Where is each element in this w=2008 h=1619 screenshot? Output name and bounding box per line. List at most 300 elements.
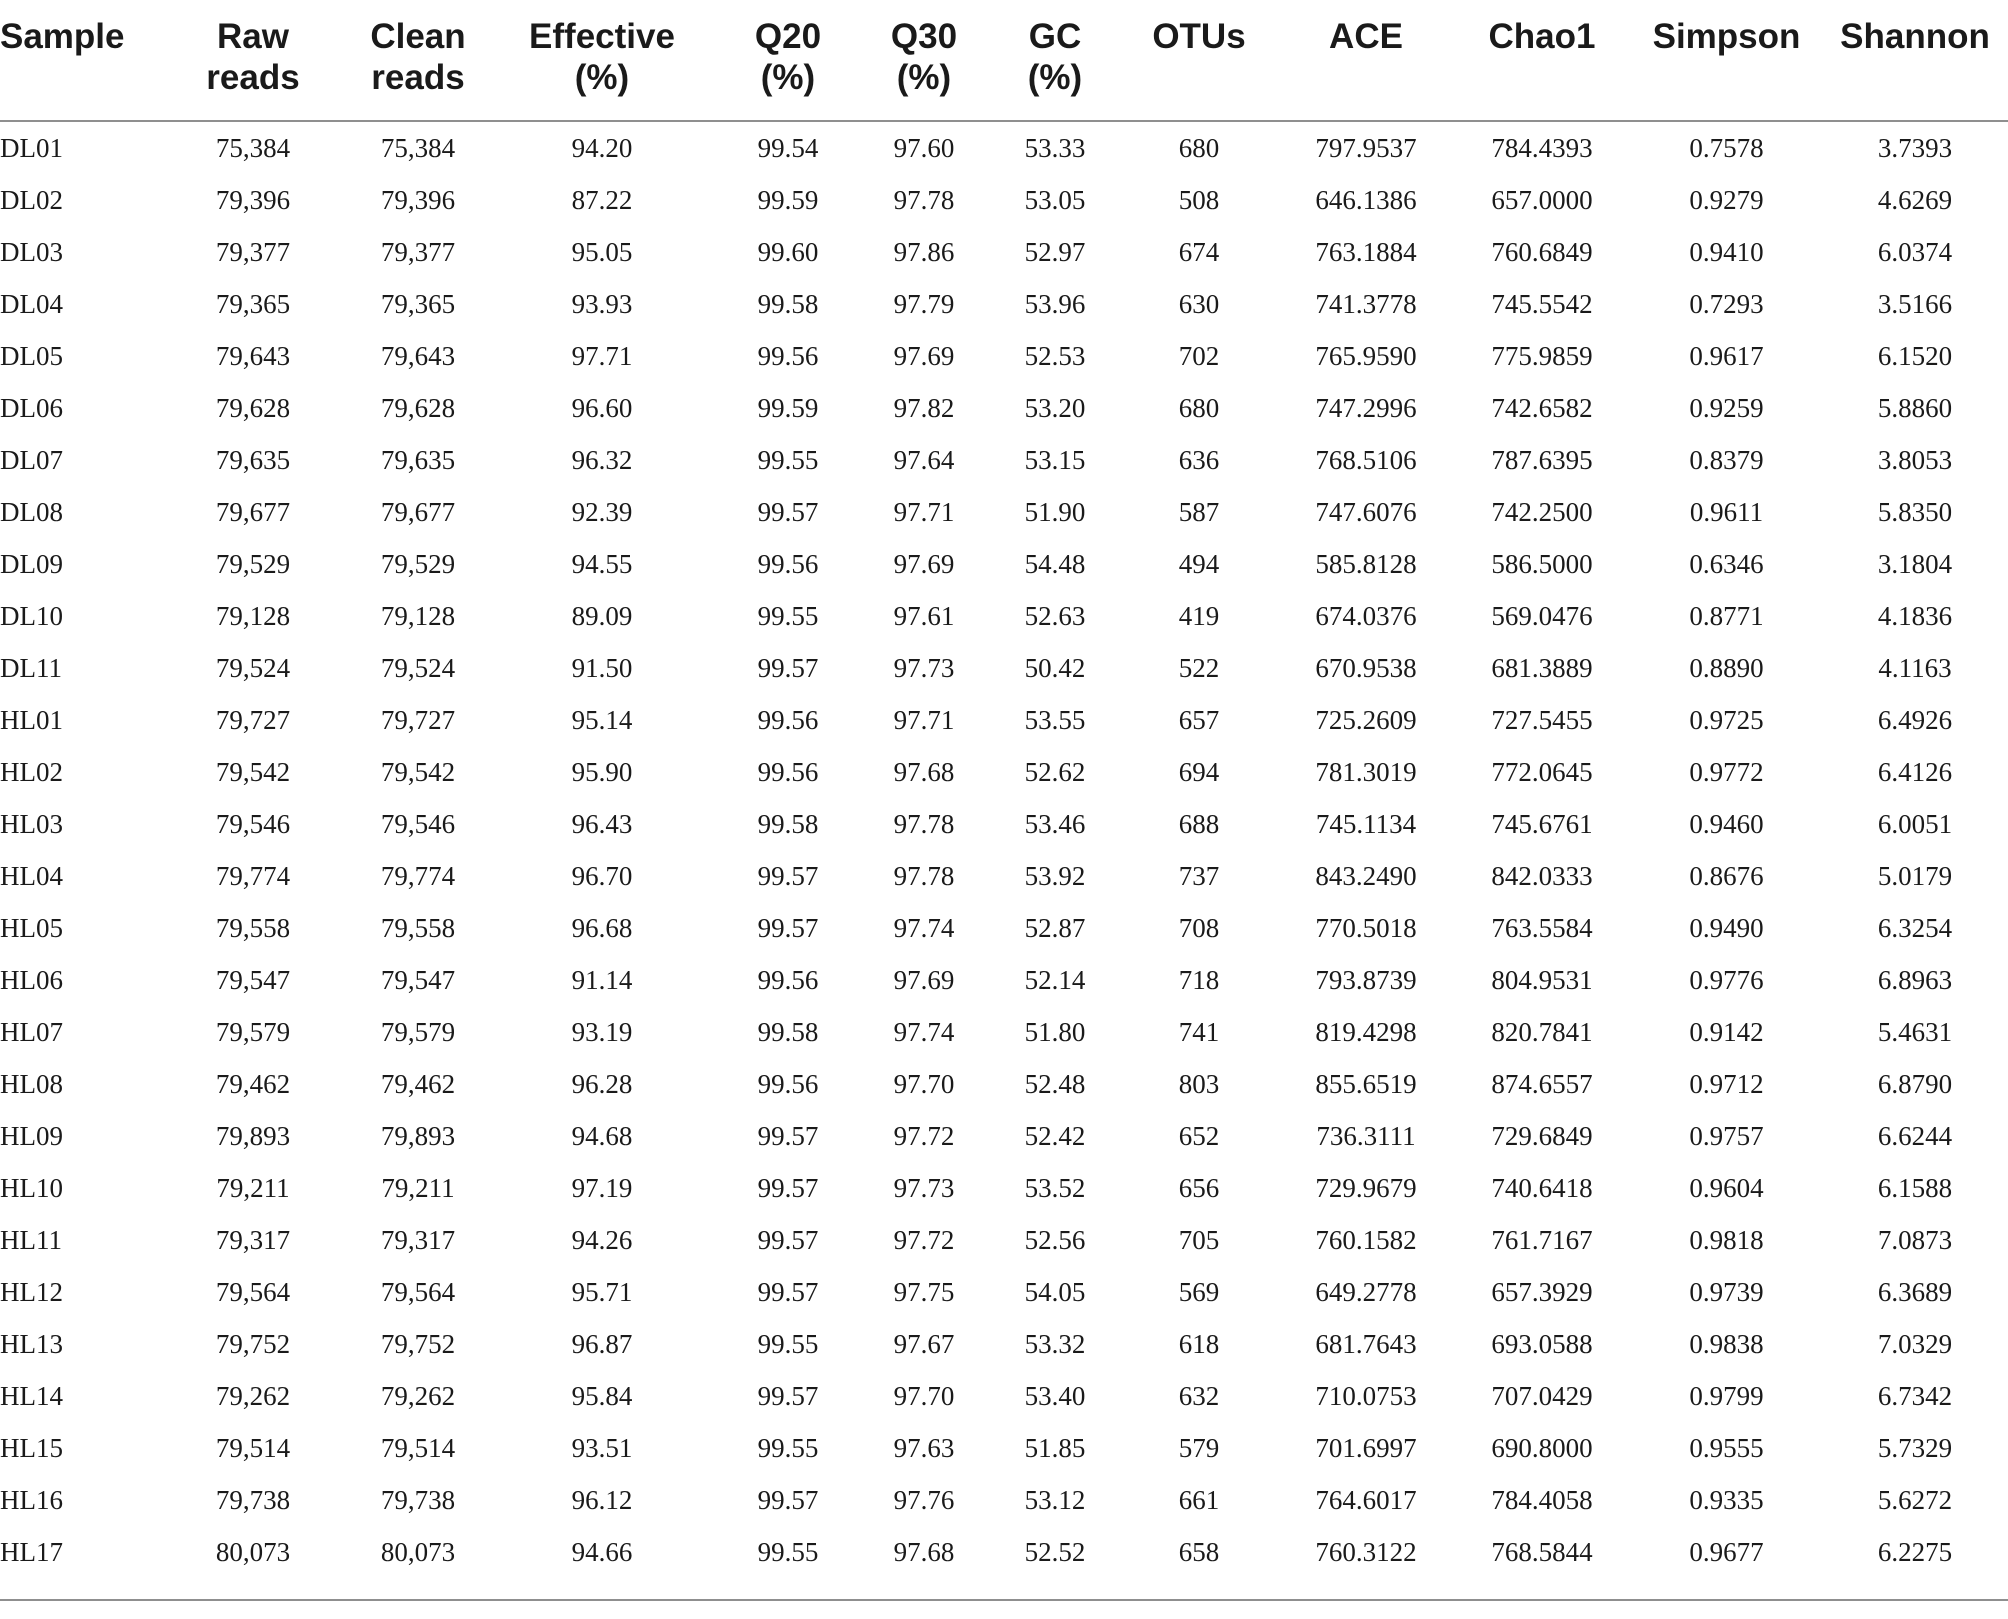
table-cell-clean-reads: 80,073 (380, 1536, 456, 1567)
table-cell-raw-reads: 79,317 (215, 1224, 291, 1255)
table-cell-gc: 52.42 (1024, 1120, 1086, 1151)
table-cell-gc: 53.40 (1024, 1380, 1086, 1411)
column-header-line: reads (206, 58, 300, 97)
table-cell-otus: 494 (1178, 548, 1220, 579)
table-cell-raw-reads: 79,564 (215, 1276, 291, 1307)
table-cell-effective: 91.14 (571, 964, 633, 995)
table-cell-raw-reads: 79,643 (215, 340, 291, 371)
table-cell-clean-reads: 79,524 (380, 652, 456, 683)
column-header-line: Clean (370, 17, 466, 56)
table-row (0, 1214, 2008, 1266)
column-header-line: Effective (529, 17, 675, 56)
table-cell-q30: 97.69 (893, 548, 955, 579)
table-row (0, 382, 2008, 434)
table-cell-shannon: 6.4926 (1877, 704, 1953, 735)
table-cell-gc: 52.52 (1024, 1536, 1086, 1567)
table-cell-q20: 99.54 (757, 132, 819, 163)
table-cell-raw-reads: 79,396 (215, 184, 291, 215)
table-body (0, 121, 2008, 1578)
table-cell-q20: 99.56 (757, 756, 819, 787)
table-cell-q20: 99.58 (757, 1016, 819, 1047)
table-cell-chao1: 657.3929 (1491, 1276, 1593, 1307)
table-cell-chao1: 742.6582 (1491, 392, 1593, 423)
table-cell-effective: 95.05 (571, 236, 633, 267)
table-cell-shannon: 7.0329 (1877, 1328, 1953, 1359)
table-cell-chao1: 586.5000 (1491, 548, 1593, 579)
table-cell-q30: 97.71 (893, 704, 955, 735)
table-cell-clean-reads: 79,643 (380, 340, 456, 371)
column-header-line: Q30 (890, 17, 958, 56)
table-cell-q20: 99.56 (757, 704, 819, 735)
table-cell-shannon: 6.0051 (1877, 808, 1953, 839)
table-cell-gc: 53.96 (1024, 288, 1086, 319)
table-cell-simpson: 0.9555 (1689, 1432, 1764, 1463)
column-header-simpson (1631, 0, 1822, 121)
table-cell-shannon: 6.8790 (1877, 1068, 1953, 1099)
table-row (0, 174, 2008, 226)
table-cell-simpson: 0.9799 (1689, 1380, 1764, 1411)
table-cell-raw-reads: 79,727 (215, 704, 291, 735)
table-cell-shannon: 4.6269 (1877, 184, 1953, 215)
table-cell-raw-reads: 79,365 (215, 288, 291, 319)
column-header-line (1631, 57, 1822, 98)
table-cell-sample: DL10 (0, 600, 63, 631)
table-cell-chao1: 745.5542 (1491, 288, 1593, 319)
table-cell-q30: 97.73 (893, 652, 955, 683)
column-header-line: Q20 (754, 17, 822, 56)
table-cell-effective: 93.19 (571, 1016, 633, 1047)
table-cell-clean-reads: 79,377 (380, 236, 456, 267)
table-cell-effective: 94.55 (571, 548, 633, 579)
table-cell-effective: 89.09 (571, 600, 633, 631)
table-row (0, 694, 2008, 746)
table-cell-shannon: 6.8963 (1877, 964, 1953, 995)
table-cell-otus: 674 (1178, 236, 1220, 267)
table-cell-q20: 99.57 (757, 912, 819, 943)
table-row (0, 121, 2008, 174)
table-cell-clean-reads: 79,529 (380, 548, 456, 579)
column-header-ace (1279, 0, 1453, 121)
column-header-gc (991, 0, 1119, 121)
table-cell-ace: 819.4298 (1315, 1016, 1417, 1047)
table-cell-clean-reads: 75,384 (380, 132, 456, 163)
table-cell-clean-reads: 79,462 (380, 1068, 456, 1099)
table-cell-ace: 646.1386 (1315, 184, 1417, 215)
table-cell-gc: 54.05 (1024, 1276, 1086, 1307)
table-cell-gc: 53.32 (1024, 1328, 1086, 1359)
table-cell-simpson: 0.9677 (1689, 1536, 1764, 1567)
table-cell-chao1: 690.8000 (1491, 1432, 1593, 1463)
table-cell-q30: 97.78 (893, 860, 955, 891)
column-header-q30 (857, 0, 991, 121)
table-cell-ace: 670.9538 (1315, 652, 1417, 683)
table-cell-chao1: 787.6395 (1491, 444, 1593, 475)
table-cell-effective: 96.43 (571, 808, 633, 839)
table-cell-simpson: 0.9725 (1689, 704, 1764, 735)
table-cell-q20: 99.58 (757, 808, 819, 839)
table-cell-sample: HL04 (0, 860, 63, 891)
table-cell-effective: 94.66 (571, 1536, 633, 1567)
table-cell-shannon: 3.5166 (1877, 288, 1953, 319)
column-header-line: Raw (217, 17, 289, 56)
table-cell-gc: 52.62 (1024, 756, 1086, 787)
table-cell-q20: 99.60 (757, 236, 819, 267)
table-row (0, 1006, 2008, 1058)
table-cell-q30: 97.78 (893, 808, 955, 839)
table-cell-chao1: 727.5455 (1491, 704, 1593, 735)
table-cell-q20: 99.57 (757, 1276, 819, 1307)
table-cell-gc: 53.55 (1024, 704, 1086, 735)
table-cell-ace: 855.6519 (1315, 1068, 1417, 1099)
table-cell-gc: 53.15 (1024, 444, 1086, 475)
column-header-line: ACE (1329, 17, 1403, 56)
table-cell-q20: 99.56 (757, 340, 819, 371)
column-header-line: Sample (0, 17, 125, 56)
table-cell-gc: 51.85 (1024, 1432, 1086, 1463)
table-cell-otus: 680 (1178, 392, 1220, 423)
table-cell-otus: 718 (1178, 964, 1220, 995)
table-cell-ace: 764.6017 (1315, 1484, 1417, 1515)
table-cell-simpson: 0.9772 (1689, 756, 1764, 787)
table-cell-otus: 419 (1178, 600, 1220, 631)
table-cell-q20: 99.55 (757, 600, 819, 631)
table-cell-shannon: 6.1520 (1877, 340, 1953, 371)
table-cell-clean-reads: 79,365 (380, 288, 456, 319)
table-row (0, 434, 2008, 486)
table-cell-q30: 97.60 (893, 132, 955, 163)
table-cell-clean-reads: 79,542 (380, 756, 456, 787)
table-cell-ace: 768.5106 (1315, 444, 1417, 475)
table-cell-chao1: 784.4393 (1491, 132, 1593, 163)
table-row (0, 1318, 2008, 1370)
table-cell-sample: DL05 (0, 340, 63, 371)
table-cell-otus: 587 (1178, 496, 1220, 527)
table-cell-shannon: 6.6244 (1877, 1120, 1953, 1151)
table-cell-ace: 843.2490 (1315, 860, 1417, 891)
table-cell-sample: DL04 (0, 288, 63, 319)
table-cell-ace: 745.1134 (1315, 808, 1417, 839)
table-cell-simpson: 0.9279 (1689, 184, 1764, 215)
table-cell-otus: 688 (1178, 808, 1220, 839)
table-cell-shannon: 3.7393 (1877, 132, 1953, 163)
header-row (0, 0, 2008, 121)
table-cell-shannon: 5.4631 (1877, 1016, 1953, 1047)
table-row (0, 1058, 2008, 1110)
table-cell-otus: 522 (1178, 652, 1220, 683)
table-cell-shannon: 5.0179 (1877, 860, 1953, 891)
table-cell-otus: 705 (1178, 1224, 1220, 1255)
table-cell-chao1: 820.7841 (1491, 1016, 1593, 1047)
table-cell-simpson: 0.9611 (1689, 496, 1764, 527)
table-cell-effective: 95.14 (571, 704, 633, 735)
table-cell-ace: 760.3122 (1315, 1536, 1417, 1567)
table-cell-otus: 657 (1178, 704, 1220, 735)
table-cell-sample: DL11 (0, 652, 62, 683)
table-cell-effective: 96.68 (571, 912, 633, 943)
table-cell-effective: 91.50 (571, 652, 633, 683)
table-cell-sample: HL03 (0, 808, 63, 839)
column-header-chao1 (1453, 0, 1631, 121)
column-header-clean-reads (351, 0, 485, 121)
table-cell-chao1: 745.6761 (1491, 808, 1593, 839)
bottom-rule (0, 1599, 2008, 1601)
table-cell-gc: 52.48 (1024, 1068, 1086, 1099)
column-header-line: (%) (1027, 58, 1083, 97)
table-cell-shannon: 6.7342 (1877, 1380, 1953, 1411)
table-cell-ace: 674.0376 (1315, 600, 1417, 631)
table-cell-raw-reads: 79,677 (215, 496, 291, 527)
table-cell-gc: 53.05 (1024, 184, 1086, 215)
table-cell-chao1: 775.9859 (1491, 340, 1593, 371)
table-cell-ace: 763.1884 (1315, 236, 1417, 267)
table-cell-sample: HL14 (0, 1380, 63, 1411)
table-cell-clean-reads: 79,677 (380, 496, 456, 527)
table-cell-q20: 99.57 (757, 496, 819, 527)
table-cell-chao1: 772.0645 (1491, 756, 1593, 787)
table-cell-raw-reads: 79,628 (215, 392, 291, 423)
column-header-effective (485, 0, 719, 121)
column-header-line (1822, 57, 2008, 98)
table-cell-clean-reads: 79,564 (380, 1276, 456, 1307)
table-cell-clean-reads: 79,558 (380, 912, 456, 943)
table-cell-raw-reads: 79,524 (215, 652, 291, 683)
table-cell-otus: 630 (1178, 288, 1220, 319)
column-header-line: Shannon (1840, 17, 1990, 56)
column-header-otus (1119, 0, 1279, 121)
table-cell-ace: 793.8739 (1315, 964, 1417, 995)
table-cell-sample: HL06 (0, 964, 63, 995)
table-cell-q30: 97.64 (893, 444, 955, 475)
table-cell-raw-reads: 79,752 (215, 1328, 291, 1359)
table-cell-shannon: 4.1836 (1877, 600, 1953, 631)
table-cell-ace: 649.2778 (1315, 1276, 1417, 1307)
table-cell-ace: 681.7643 (1315, 1328, 1417, 1359)
table-cell-otus: 803 (1178, 1068, 1220, 1099)
table-cell-simpson: 0.8771 (1689, 600, 1764, 631)
table-cell-clean-reads: 79,738 (380, 1484, 456, 1515)
table-cell-shannon: 6.0374 (1877, 236, 1953, 267)
table-cell-gc: 52.53 (1024, 340, 1086, 371)
table-cell-q20: 99.58 (757, 288, 819, 319)
table-cell-shannon: 5.8350 (1877, 496, 1953, 527)
table-cell-q30: 97.86 (893, 236, 955, 267)
table-cell-sample: HL16 (0, 1484, 63, 1515)
table-cell-gc: 52.14 (1024, 964, 1086, 995)
table-cell-q30: 97.72 (893, 1224, 955, 1255)
table-cell-q30: 97.67 (893, 1328, 955, 1359)
table-row (0, 486, 2008, 538)
table-cell-clean-reads: 79,514 (380, 1432, 456, 1463)
table-cell-simpson: 0.9604 (1689, 1172, 1764, 1203)
table-cell-q30: 97.69 (893, 340, 955, 371)
table-cell-otus: 737 (1178, 860, 1220, 891)
table-cell-sample: DL03 (0, 236, 63, 267)
table-cell-chao1: 874.6557 (1491, 1068, 1593, 1099)
table-cell-simpson: 0.9739 (1689, 1276, 1764, 1307)
column-header-line: (%) (896, 58, 952, 97)
table-cell-simpson: 0.9259 (1689, 392, 1764, 423)
table-row (0, 590, 2008, 642)
table-cell-sample: HL02 (0, 756, 63, 787)
table-cell-raw-reads: 79,635 (215, 444, 291, 475)
table-cell-otus: 694 (1178, 756, 1220, 787)
table-row (0, 642, 2008, 694)
table-cell-q30: 97.73 (893, 1172, 955, 1203)
table-cell-raw-reads: 79,514 (215, 1432, 291, 1463)
table-cell-raw-reads: 79,128 (215, 600, 291, 631)
table-row (0, 1422, 2008, 1474)
table-cell-ace: 765.9590 (1315, 340, 1417, 371)
table-row (0, 1162, 2008, 1214)
table-header (0, 0, 2008, 121)
table-cell-raw-reads: 79,262 (215, 1380, 291, 1411)
table-cell-raw-reads: 75,384 (215, 132, 291, 163)
table-cell-clean-reads: 79,579 (380, 1016, 456, 1047)
table-cell-shannon: 6.3689 (1877, 1276, 1953, 1307)
table-cell-raw-reads: 79,462 (215, 1068, 291, 1099)
table-cell-effective: 95.71 (571, 1276, 633, 1307)
table-cell-effective: 96.70 (571, 860, 633, 891)
table-cell-clean-reads: 79,628 (380, 392, 456, 423)
table-cell-effective: 96.87 (571, 1328, 633, 1359)
table-cell-q20: 99.57 (757, 1172, 819, 1203)
table-cell-clean-reads: 79,752 (380, 1328, 456, 1359)
table-cell-simpson: 0.8379 (1689, 444, 1764, 475)
table-cell-sample: HL05 (0, 912, 63, 943)
table-cell-clean-reads: 79,262 (380, 1380, 456, 1411)
table-cell-chao1: 740.6418 (1491, 1172, 1593, 1203)
table-cell-otus: 708 (1178, 912, 1220, 943)
table-cell-simpson: 0.9410 (1689, 236, 1764, 267)
table-row (0, 1370, 2008, 1422)
table-cell-gc: 53.46 (1024, 808, 1086, 839)
table-cell-effective: 96.32 (571, 444, 633, 475)
table-cell-chao1: 761.7167 (1491, 1224, 1593, 1255)
table-cell-raw-reads: 80,073 (215, 1536, 291, 1567)
table-row (0, 1266, 2008, 1318)
column-header-shannon (1822, 0, 2008, 121)
table-cell-q20: 99.57 (757, 1484, 819, 1515)
column-header-line: OTUs (1152, 17, 1246, 56)
table-cell-simpson: 0.9776 (1689, 964, 1764, 995)
table-cell-effective: 96.28 (571, 1068, 633, 1099)
table-cell-q30: 97.74 (893, 1016, 955, 1047)
table-cell-q20: 99.57 (757, 1224, 819, 1255)
table-cell-sample: HL17 (0, 1536, 63, 1567)
table-cell-q20: 99.59 (757, 392, 819, 423)
table-cell-q20: 99.55 (757, 1328, 819, 1359)
table-cell-chao1: 742.2500 (1491, 496, 1593, 527)
table-cell-ace: 781.3019 (1315, 756, 1417, 787)
table-cell-ace: 701.6997 (1315, 1432, 1417, 1463)
table-cell-raw-reads: 79,546 (215, 808, 291, 839)
table-cell-q30: 97.70 (893, 1068, 955, 1099)
table-cell-ace: 736.3111 (1316, 1120, 1416, 1151)
table-cell-ace: 729.9679 (1315, 1172, 1417, 1203)
column-header-sample (0, 0, 155, 121)
table-cell-effective: 93.93 (571, 288, 633, 319)
table-cell-shannon: 3.8053 (1877, 444, 1953, 475)
table-cell-shannon: 4.1163 (1878, 652, 1952, 683)
table-cell-shannon: 6.3254 (1877, 912, 1953, 943)
table-cell-effective: 95.84 (571, 1380, 633, 1411)
table-cell-simpson: 0.8676 (1689, 860, 1764, 891)
table-cell-ace: 770.5018 (1315, 912, 1417, 943)
table-cell-chao1: 693.0588 (1491, 1328, 1593, 1359)
table-cell-sample: DL01 (0, 132, 63, 163)
table-cell-ace: 797.9537 (1315, 132, 1417, 163)
table-cell-q30: 97.68 (893, 756, 955, 787)
table-cell-q20: 99.56 (757, 1068, 819, 1099)
table-row (0, 1474, 2008, 1526)
table-cell-q30: 97.79 (893, 288, 955, 319)
table-cell-q20: 99.57 (757, 1380, 819, 1411)
table-cell-otus: 579 (1178, 1432, 1220, 1463)
table-cell-q30: 97.70 (893, 1380, 955, 1411)
table-cell-sample: HL12 (0, 1276, 63, 1307)
table-cell-chao1: 729.6849 (1491, 1120, 1593, 1151)
table-row (0, 278, 2008, 330)
table-cell-q30: 97.61 (893, 600, 955, 631)
table-cell-effective: 95.90 (571, 756, 633, 787)
table-cell-simpson: 0.9142 (1689, 1016, 1764, 1047)
table-cell-q20: 99.55 (757, 1432, 819, 1463)
table-cell-gc: 51.90 (1024, 496, 1086, 527)
table-cell-clean-reads: 79,317 (380, 1224, 456, 1255)
table-cell-q20: 99.55 (757, 444, 819, 475)
table-cell-raw-reads: 79,529 (215, 548, 291, 579)
table-cell-raw-reads: 79,893 (215, 1120, 291, 1151)
table-cell-q30: 97.63 (893, 1432, 955, 1463)
table-cell-otus: 741 (1178, 1016, 1220, 1047)
table-cell-otus: 661 (1178, 1484, 1220, 1515)
column-header-raw-reads (155, 0, 351, 121)
table-cell-chao1: 681.3889 (1491, 652, 1593, 683)
table-cell-clean-reads: 79,774 (380, 860, 456, 891)
table-cell-clean-reads: 79,727 (380, 704, 456, 735)
table-cell-q30: 97.76 (893, 1484, 955, 1515)
table-cell-clean-reads: 79,635 (380, 444, 456, 475)
table-cell-q30: 97.72 (893, 1120, 955, 1151)
column-header-line: (%) (574, 58, 630, 97)
table-cell-sample: HL10 (0, 1172, 63, 1203)
table-cell-chao1: 784.4058 (1491, 1484, 1593, 1515)
column-header-line: Simpson (1652, 17, 1801, 56)
table-cell-chao1: 763.5584 (1491, 912, 1593, 943)
table-cell-simpson: 0.9490 (1689, 912, 1764, 943)
table-cell-raw-reads: 79,542 (215, 756, 291, 787)
table-cell-chao1: 707.0429 (1491, 1380, 1593, 1411)
table-cell-otus: 618 (1178, 1328, 1220, 1359)
table-cell-q20: 99.59 (757, 184, 819, 215)
table-cell-chao1: 804.9531 (1491, 964, 1593, 995)
table-cell-q20: 99.55 (757, 1536, 819, 1567)
column-header-line (1453, 57, 1631, 98)
table-cell-shannon: 6.2275 (1877, 1536, 1953, 1567)
table-row (0, 538, 2008, 590)
table-row (0, 330, 2008, 382)
table-cell-ace: 725.2609 (1315, 704, 1417, 735)
table-cell-clean-reads: 79,546 (380, 808, 456, 839)
table-cell-sample: DL08 (0, 496, 63, 527)
table-cell-simpson: 0.7293 (1689, 288, 1764, 319)
table-cell-chao1: 842.0333 (1491, 860, 1593, 891)
table-cell-raw-reads: 79,547 (215, 964, 291, 995)
table-cell-simpson: 0.9335 (1689, 1484, 1764, 1515)
table-cell-sample: HL13 (0, 1328, 63, 1359)
table-row (0, 1110, 2008, 1162)
table-cell-gc: 54.48 (1024, 548, 1086, 579)
